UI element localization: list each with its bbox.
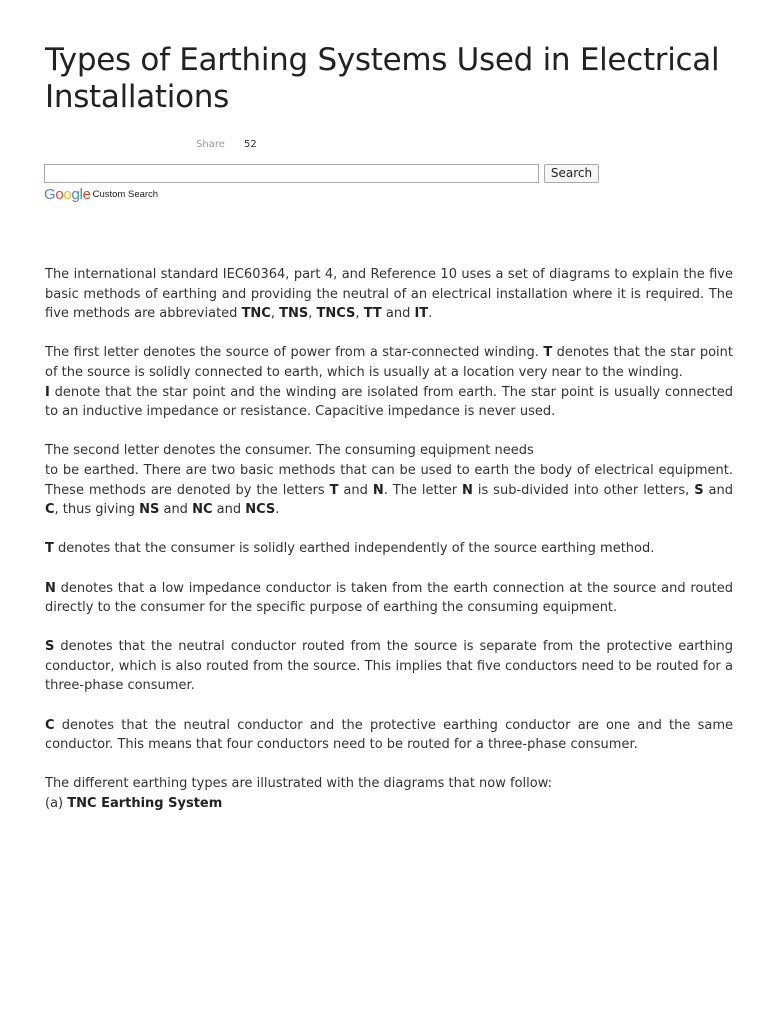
paragraph-s: S denotes that the neutral conductor routed from the source is separate from the protective earthing conductor, which is also routed from the source. This implies that five conductors need to be routed for a three-phase consumer. (45, 639, 733, 694)
custom-search-label: Custom Search (92, 188, 159, 200)
paragraph-second-letter: The second letter denotes the consumer. The consuming equipment needs to be earthed. There are two basic methods that can be used to earth the body of electrical equipment. These methods are denoted by the letters T and N. The letter N is sub-divided into other letters, S and C, thus giving NS and NC and NCS. (45, 443, 733, 518)
paragraph-c: C denotes that the neutral conductor and the protective earthing conductor are one and the same conductor. This means that four conductors need to be routed for a three-phase consumer. (45, 717, 733, 753)
paragraph-first-letter: The first letter denotes the source of power from a star-connected winding. T denotes that the star point of the source is solidly connected to earth, which is usually at a location very near to the winding. (45, 345, 733, 380)
paragraph-isolated: I denote that the star point and the winding are isolated from earth. The star point is usually connected to an inductive impedance or resistance. Capacitive impedance is never used. (45, 384, 733, 420)
paragraph-t: T denotes that the consumer is solidly earthed independently of the source earthing method. (45, 541, 655, 557)
article-body (45, 265, 733, 814)
google-custom-search-brand (44, 185, 158, 203)
google-logo: Google (44, 185, 91, 203)
paragraph-intro: The international standard IEC60364, part 4, and Reference 10 uses a set of diagrams to explain the five basic methods of earthing and providing the neutral of an electrical installation where it is required. The five methods are abbreviated TNC, TNS, TNCS, TT and IT. (45, 267, 733, 322)
search-input[interactable] (44, 164, 539, 183)
heading-tnc-system: (a) TNC Earthing System (45, 796, 223, 812)
page-title: Types of Earthing Systems Used in Electrical Installations (45, 42, 720, 115)
share-label[interactable]: Share (196, 139, 225, 150)
search-button[interactable]: Search (544, 164, 599, 183)
paragraph-n: N denotes that a low impedance conductor is taken from the earth connection at the source and routed directly to the consumer for the specific purpose of earthing the consuming equipment. (45, 580, 733, 616)
paragraph-diagrams-intro: The different earthing types are illustrated with the diagrams that now follow: (45, 776, 553, 792)
share-count: 52 (244, 139, 257, 150)
